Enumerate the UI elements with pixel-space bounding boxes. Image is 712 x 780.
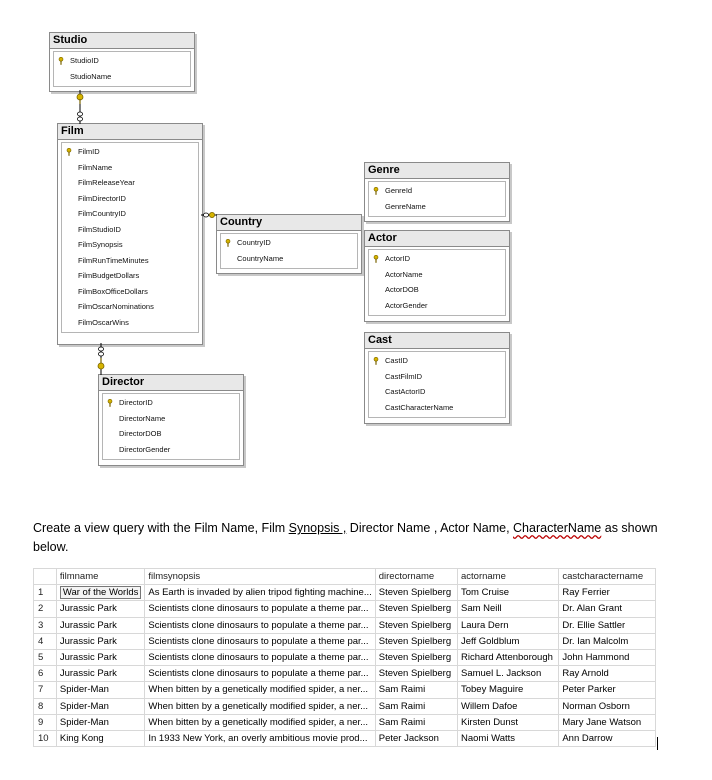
table-row[interactable]: [34, 633, 656, 649]
table-cell[interactable]: Sam Raimi: [375, 714, 457, 730]
results-grid[interactable]: [33, 568, 656, 747]
table-row[interactable]: [34, 698, 656, 714]
primary-key-icon: [373, 357, 379, 364]
table-title: Actor: [365, 231, 509, 247]
table-cell[interactable]: Steven Spielberg: [375, 633, 457, 649]
table-cell[interactable]: Laura Dern: [457, 617, 558, 633]
director-table[interactable]: [98, 374, 244, 466]
relationship-film-director[interactable]: [91, 343, 111, 375]
table-cell[interactable]: King Kong: [56, 730, 145, 746]
field-name: GenreId: [385, 186, 413, 195]
instruction-text: Create a view query with the Film Name, Film Synopsis , Director Name , Actor Name, CharacterName as shown below.: [33, 521, 658, 554]
column-header[interactable]: actorname: [457, 569, 558, 585]
field-name: ActorName: [385, 269, 423, 279]
field-name: FilmBudgetDollars: [78, 271, 140, 280]
table-cell[interactable]: Ann Darrow: [559, 730, 656, 746]
row-number[interactable]: 10: [34, 730, 57, 746]
table-cell[interactable]: [56, 585, 145, 601]
table-cell[interactable]: Dr. Ellie Sattler: [559, 617, 656, 633]
field-name: FilmRunTimeMinutes: [78, 255, 149, 265]
table-cell[interactable]: Jurassic Park: [56, 666, 145, 682]
field-name: ActorDOB: [385, 285, 419, 294]
row-number[interactable]: 4: [34, 633, 57, 649]
table-cell[interactable]: Ray Ferrier: [559, 585, 656, 601]
table-cell[interactable]: Dr. Ian Malcolm: [559, 633, 656, 649]
table-cell[interactable]: Sam Raimi: [375, 698, 457, 714]
primary-key-icon: [373, 187, 379, 194]
field-name: FilmDirectorID: [78, 193, 126, 203]
text-cursor: [657, 737, 658, 750]
actor-table[interactable]: [364, 230, 510, 322]
table-cell[interactable]: Naomi Watts: [457, 730, 558, 746]
row-number[interactable]: 6: [34, 666, 57, 682]
field-name: DirectorDOB: [119, 429, 162, 438]
field-name: GenreName: [385, 201, 426, 211]
row-number[interactable]: 2: [34, 601, 57, 617]
table-title: Studio: [50, 33, 194, 49]
header-row: [34, 569, 656, 585]
table-cell[interactable]: When bitten by a genetically modified spider, a ner...: [145, 698, 375, 714]
primary-key-icon: [58, 57, 64, 64]
film-table[interactable]: [57, 123, 203, 345]
field-name: CastFilmID: [385, 371, 423, 381]
table-cell[interactable]: Jurassic Park: [56, 617, 145, 633]
table-cell[interactable]: Spider-Man: [56, 682, 145, 698]
table-cell[interactable]: Willem Dafoe: [457, 698, 558, 714]
table-cell[interactable]: Steven Spielberg: [375, 617, 457, 633]
table-cell[interactable]: Jurassic Park: [56, 601, 145, 617]
spellcheck-charactername: CharacterName: [513, 521, 602, 535]
field-name: StudioName: [70, 71, 112, 81]
row-number-header: [34, 569, 57, 585]
table-cell[interactable]: As Earth is invaded by alien tripod fighting machine...: [145, 585, 375, 601]
table-row[interactable]: [34, 617, 656, 633]
studio-table[interactable]: [49, 32, 195, 92]
field-name: CountryID: [237, 238, 271, 247]
table-row[interactable]: [34, 714, 656, 730]
table-cell[interactable]: Steven Spielberg: [375, 585, 457, 601]
table-cell[interactable]: Steven Spielberg: [375, 601, 457, 617]
field-name: CastActorID: [385, 387, 426, 396]
table-cell[interactable]: Sam Raimi: [375, 682, 457, 698]
table-cell[interactable]: Peter Parker: [559, 682, 656, 698]
table-cell[interactable]: In 1933 New York, an overly ambitious movie prod...: [145, 730, 375, 746]
field-name: DirectorName: [119, 413, 166, 423]
table-cell[interactable]: Scientists clone dinosaurs to populate a theme par...: [145, 617, 375, 633]
table-cell[interactable]: Tobey Maguire: [457, 682, 558, 698]
row-number[interactable]: 3: [34, 617, 57, 633]
table-row[interactable]: [34, 666, 656, 682]
table-cell[interactable]: When bitten by a genetically modified spider, a ner...: [145, 682, 375, 698]
table-cell[interactable]: Scientists clone dinosaurs to populate a theme par...: [145, 666, 375, 682]
field-name: ActorGender: [385, 300, 428, 310]
table-row[interactable]: [34, 649, 656, 665]
field-name: StudioID: [70, 56, 99, 65]
table-row[interactable]: [34, 585, 656, 601]
table-cell[interactable]: Scientists clone dinosaurs to populate a theme par...: [145, 633, 375, 649]
field-name: FilmOscarWins: [78, 317, 129, 327]
table-cell[interactable]: Tom Cruise: [457, 585, 558, 601]
column-header[interactable]: filmsynopsis: [145, 569, 375, 585]
genre-table[interactable]: [364, 162, 510, 222]
table-title: Director: [99, 375, 243, 391]
column-header[interactable]: filmname: [56, 569, 145, 585]
table-cell[interactable]: Dr. Alan Grant: [559, 601, 656, 617]
table-cell[interactable]: When bitten by a genetically modified spider, a ner...: [145, 714, 375, 730]
primary-key-icon: [66, 148, 72, 155]
table-row[interactable]: [34, 682, 656, 698]
relationship-film-country[interactable]: [201, 209, 217, 221]
table-cell[interactable]: Norman Osborn: [559, 698, 656, 714]
table-cell[interactable]: John Hammond: [559, 649, 656, 665]
field-name: FilmStudioID: [78, 224, 121, 234]
selected-cell: War of the Worlds: [60, 586, 142, 599]
field-name: DirectorID: [119, 398, 153, 407]
table-cell[interactable]: Spider-Man: [56, 714, 145, 730]
column-header[interactable]: castcharactername: [559, 569, 656, 585]
row-number[interactable]: 5: [34, 649, 57, 665]
field-name: FilmID: [78, 147, 100, 156]
row-number[interactable]: 9: [34, 714, 57, 730]
table-row[interactable]: [34, 601, 656, 617]
row-number[interactable]: 8: [34, 698, 57, 714]
field-name: FilmName: [78, 162, 113, 172]
table-cell[interactable]: Steven Spielberg: [375, 649, 457, 665]
field-name: FilmReleaseYear: [78, 178, 135, 187]
field-name: CastID: [385, 356, 408, 365]
relationship-studio-film[interactable]: [70, 90, 90, 124]
table-cell[interactable]: Peter Jackson: [375, 730, 457, 746]
underlined-synopsis: Synopsis ,: [288, 521, 347, 535]
table-title: Cast: [365, 333, 509, 349]
field-name: ActorID: [385, 254, 411, 263]
field-name: DirectorGender: [119, 444, 171, 454]
field-name: FilmBoxOfficeDollars: [78, 286, 148, 296]
country-table[interactable]: [216, 214, 362, 274]
table-cell[interactable]: Scientists clone dinosaurs to populate a theme par...: [145, 649, 375, 665]
table-title: Genre: [365, 163, 509, 179]
table-cell[interactable]: Sam Neill: [457, 601, 558, 617]
table-cell[interactable]: Jurassic Park: [56, 633, 145, 649]
table-cell[interactable]: Ray Arnold: [559, 666, 656, 682]
row-number[interactable]: 1: [34, 585, 57, 601]
table-cell[interactable]: Mary Jane Watson: [559, 714, 656, 730]
primary-key-icon: [107, 399, 113, 406]
cast-table[interactable]: [364, 332, 510, 424]
field-name: FilmCountryID: [78, 209, 126, 218]
table-cell[interactable]: Steven Spielberg: [375, 666, 457, 682]
row-number[interactable]: 7: [34, 682, 57, 698]
table-cell[interactable]: Scientists clone dinosaurs to populate a theme par...: [145, 601, 375, 617]
primary-key-icon: [225, 239, 231, 246]
table-cell[interactable]: Spider-Man: [56, 698, 145, 714]
field-name: CountryName: [237, 253, 284, 263]
table-cell[interactable]: Samuel L. Jackson: [457, 666, 558, 682]
field-name: FilmOscarNominations: [78, 302, 154, 311]
table-cell[interactable]: Jurassic Park: [56, 649, 145, 665]
table-title: Country: [217, 215, 361, 231]
table-cell[interactable]: Kirsten Dunst: [457, 714, 558, 730]
table-row[interactable]: [34, 730, 656, 746]
table-title: Film: [58, 124, 202, 140]
table-cell[interactable]: Jeff Goldblum: [457, 633, 558, 649]
field-name: CastCharacterName: [385, 402, 454, 412]
primary-key-icon: [373, 255, 379, 262]
field-name: FilmSynopsis: [78, 240, 123, 249]
column-header[interactable]: directorname: [375, 569, 457, 585]
table-cell[interactable]: Richard Attenborough: [457, 649, 558, 665]
